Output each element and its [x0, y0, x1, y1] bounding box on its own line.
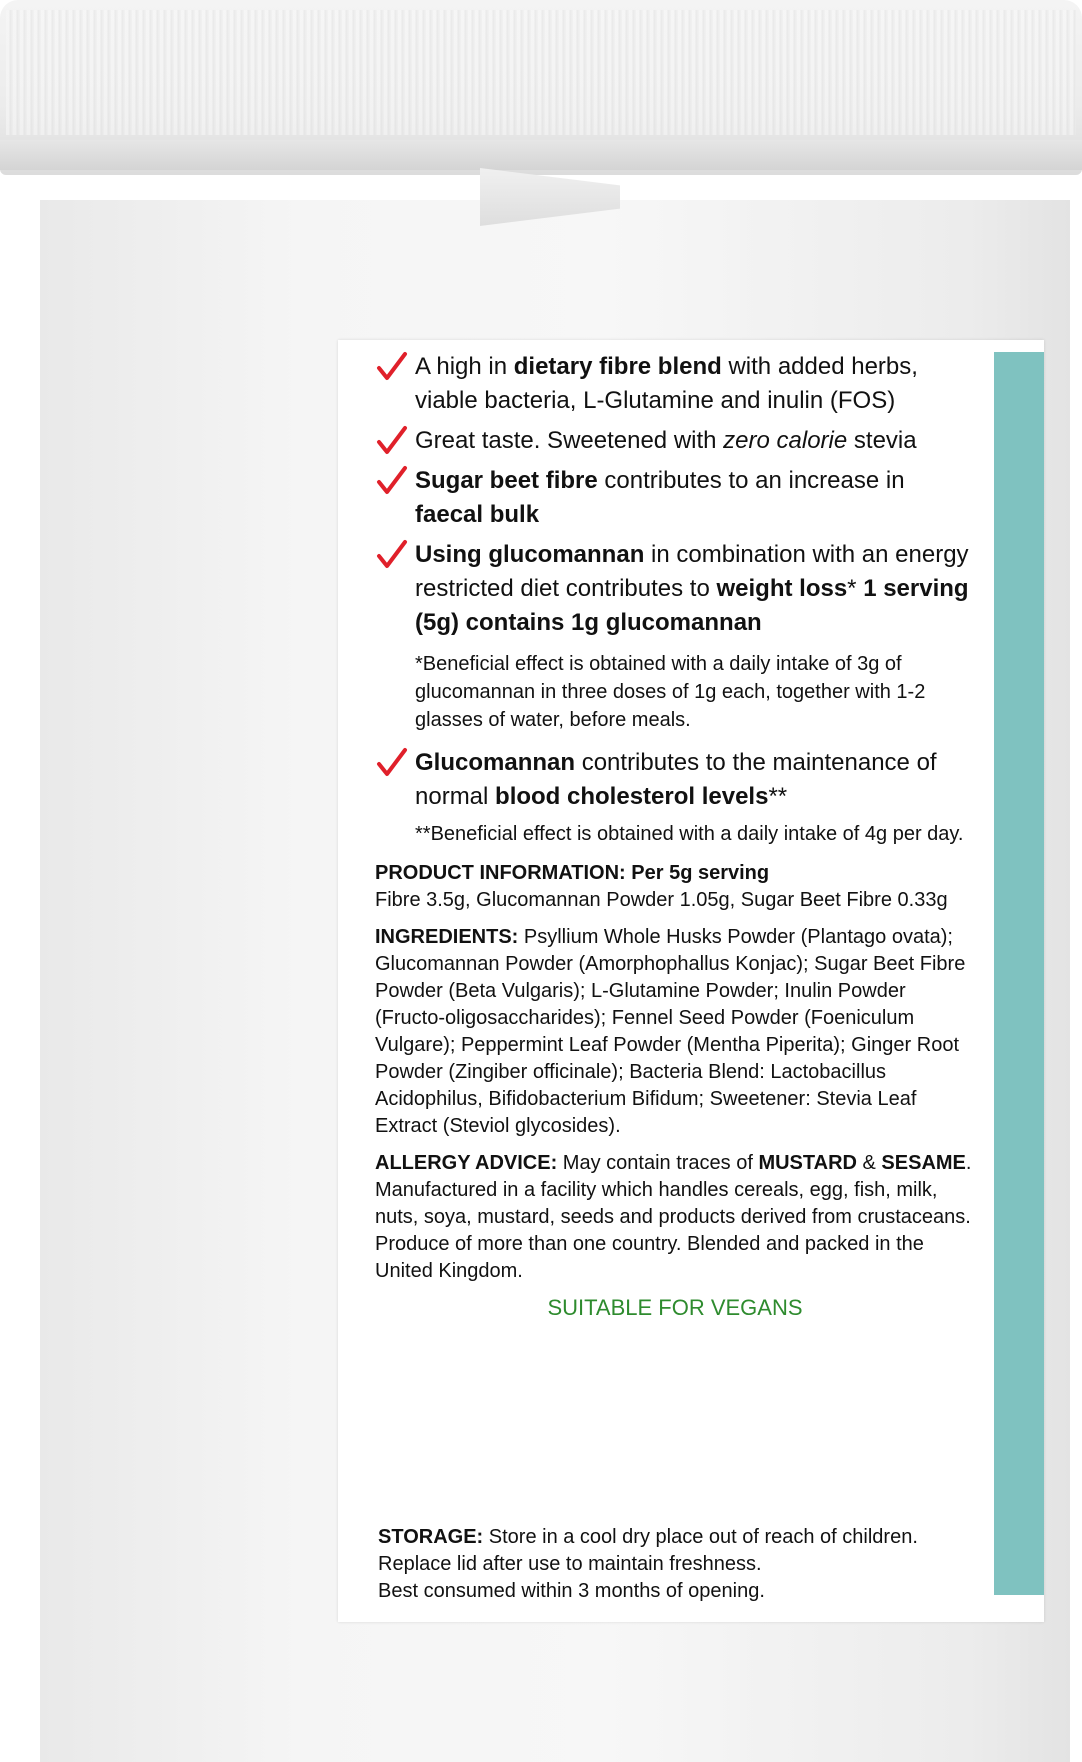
- benefit-text: Sugar beet fibre: [415, 467, 598, 494]
- lid-ridges: [6, 10, 1076, 135]
- allergen-mustard: MUSTARD: [758, 1152, 857, 1174]
- benefit-text: zero calorie: [723, 427, 848, 454]
- benefit-item: [375, 424, 975, 458]
- benefit-text: contributes to the maintenance of normal: [415, 749, 937, 810]
- benefit-text: in combination with an energy restricted diet contributes to: [415, 541, 969, 602]
- ingredients-text: Psyllium Whole Husks Powder (Plantago ovata); Glucomannan Powder (Amorphophallus Konjac); Sugar Beet Fibre Powder (Beta Vulgaris); L-Glutamine Powder; Inulin Powder (Fructo-oligosaccharides); Fennel Seed Powder (Foeniculum Vulgare); Peppermint Leaf Powder (Mentha Piperita); Ginger Root Powder (Zingiber officinale); Bacteria Blend: Lactobacillus Acidophilus, Bifidobacterium Bifidum; Sweetener: Stevia Leaf Extract (Steviol glycosides).: [375, 926, 966, 1137]
- allergy-heading: ALLERGY ADVICE:: [375, 1152, 558, 1174]
- benefit-item: [375, 464, 975, 532]
- lid-rim: [0, 140, 1082, 170]
- benefit-text: with added herbs, viable bacteria, L-Glutamine and inulin (FOS): [415, 353, 918, 414]
- storage: [378, 1524, 978, 1605]
- check-icon: [375, 746, 409, 780]
- storage-line3: Best consumed within 3 months of opening.: [378, 1580, 765, 1602]
- allergy-text: . Manufactured in a facility which handles cereals, egg, fish, milk, nuts, soya, mustard, seeds and products derived from crustaceans. Produce of more than one country. Blended and packed in the United Kingdom.: [375, 1152, 972, 1282]
- benefit-text: faecal bulk: [415, 501, 540, 528]
- benefit-text: 1 serving (5g) contains 1g glucomannan: [415, 575, 969, 636]
- allergy-pre: May contain traces of: [557, 1152, 759, 1174]
- ingredients: [375, 924, 975, 1140]
- teal-band: [994, 352, 1044, 1595]
- product-information-heading: PRODUCT INFORMATION: Per 5g serving: [375, 862, 770, 884]
- check-icon: [375, 464, 409, 498]
- allergen-sesame: SESAME: [881, 1152, 966, 1174]
- benefit-text: Glucomannan: [415, 749, 576, 776]
- check-icon: [375, 350, 409, 384]
- check-icon: [375, 538, 409, 572]
- benefit-item: [375, 538, 975, 640]
- benefit-text: *: [847, 575, 864, 602]
- benefit-text: dietary fibre blend: [513, 353, 722, 380]
- benefit-list-cholesterol: [375, 746, 975, 814]
- storage-text: Store in a cool dry place out of reach of children. Replace lid after use to maintain freshness.: [378, 1526, 918, 1575]
- product-information: [375, 860, 975, 914]
- benefit-text: blood cholesterol levels: [495, 783, 769, 810]
- cholesterol-footnote: **Beneficial effect is obtained with a daily intake of 4g per day.: [415, 823, 964, 845]
- allergy-advice: [375, 1150, 975, 1285]
- vegan-badge: SUITABLE FOR VEGANS: [547, 1295, 803, 1320]
- check-icon: [375, 424, 409, 458]
- benefit-item: [375, 350, 975, 418]
- benefit-text: A high in: [415, 353, 514, 380]
- weight-loss-footnote: *Beneficial effect is obtained with a daily intake of 3g of glucomannan in three doses of 1g each, together with 1-2 glasses of water, before meals.: [415, 653, 926, 731]
- benefit-text: Great taste. Sweetened with: [415, 427, 724, 454]
- benefit-text: **: [768, 783, 788, 810]
- storage-heading: STORAGE:: [378, 1526, 484, 1548]
- benefit-text: contributes to an increase in: [597, 467, 905, 494]
- jar-lid: [0, 0, 1082, 175]
- product-information-text: Fibre 3.5g, Glucomannan Powder 1.05g, Sugar Beet Fibre 0.33g: [375, 889, 948, 911]
- benefit-text: stevia: [847, 427, 917, 454]
- benefit-item: [375, 746, 975, 814]
- label-content: [375, 350, 975, 1321]
- benefit-list: [375, 350, 975, 640]
- benefit-text: weight loss: [716, 575, 848, 602]
- benefit-text: Using glucomannan: [415, 541, 645, 568]
- allergy-amp: &: [856, 1152, 882, 1174]
- ingredients-heading: INGREDIENTS:: [375, 926, 519, 948]
